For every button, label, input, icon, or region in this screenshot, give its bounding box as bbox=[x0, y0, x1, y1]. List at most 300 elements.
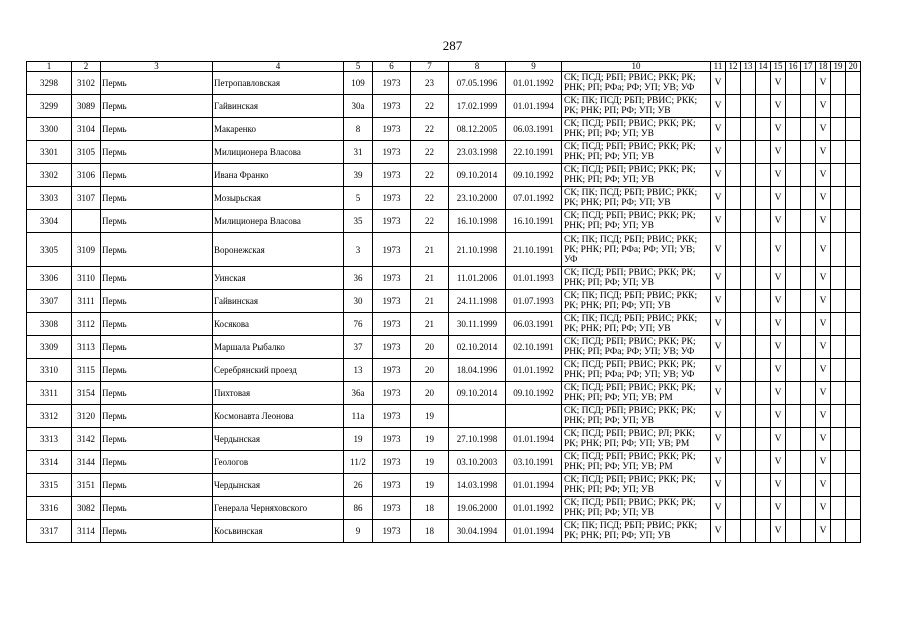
cell-col-7: 21 bbox=[411, 313, 449, 336]
cell-col-5: 36а bbox=[344, 382, 373, 405]
cell-col-4: Геологов bbox=[213, 451, 344, 474]
cell-mark-col-18: V bbox=[816, 497, 831, 520]
table-row bbox=[27, 141, 861, 164]
cell-col-1: 3314 bbox=[27, 451, 72, 474]
cell-col-6: 1973 bbox=[373, 497, 411, 520]
cell-mark-col-13 bbox=[741, 451, 756, 474]
cell-mark-col-15: V bbox=[771, 405, 786, 428]
cell-mark-col-20 bbox=[846, 187, 861, 210]
cell-mark-col-15: V bbox=[771, 382, 786, 405]
header-row bbox=[27, 62, 861, 72]
table-row bbox=[27, 118, 861, 141]
cell-col-6: 1973 bbox=[373, 451, 411, 474]
cell-col-4: Генерала Черняховского bbox=[213, 497, 344, 520]
cell-mark-col-18: V bbox=[816, 95, 831, 118]
cell-col-6: 1973 bbox=[373, 290, 411, 313]
cell-col-5: 39 bbox=[344, 164, 373, 187]
cell-mark-col-12 bbox=[726, 187, 741, 210]
column-header: 16 bbox=[786, 62, 801, 72]
cell-mark-col-12 bbox=[726, 233, 741, 267]
cell-mark-col-16 bbox=[786, 164, 801, 187]
cell-mark-col-12 bbox=[726, 267, 741, 290]
cell-mark-col-13 bbox=[741, 141, 756, 164]
cell-mark-col-17 bbox=[801, 290, 816, 313]
cell-col-9: 01.07.1993 bbox=[506, 290, 562, 313]
cell-col-7: 18 bbox=[411, 520, 449, 543]
cell-mark-col-14 bbox=[756, 141, 771, 164]
column-header: 13 bbox=[741, 62, 756, 72]
cell-col-7: 22 bbox=[411, 164, 449, 187]
cell-col-2: 3111 bbox=[72, 290, 101, 313]
cell-col-8 bbox=[449, 405, 506, 428]
cell-mark-col-19 bbox=[831, 520, 846, 543]
cell-col-5: 8 bbox=[344, 118, 373, 141]
cell-col-4: Косьвинская bbox=[213, 520, 344, 543]
cell-mark-col-13 bbox=[741, 405, 756, 428]
cell-mark-col-17 bbox=[801, 359, 816, 382]
cell-mark-col-15: V bbox=[771, 267, 786, 290]
column-header: 6 bbox=[373, 62, 411, 72]
cell-mark-col-13 bbox=[741, 267, 756, 290]
cell-mark-col-16 bbox=[786, 95, 801, 118]
column-header: 10 bbox=[562, 62, 711, 72]
cell-mark-col-14 bbox=[756, 95, 771, 118]
cell-col-4: Петропавловская bbox=[213, 72, 344, 95]
table-body bbox=[27, 62, 861, 543]
cell-col-5: 86 bbox=[344, 497, 373, 520]
cell-codes: СК; ПК; ПСД; РБП; РВИС; РКК; РК; РНК; РП; РФ; УП; УВ bbox=[562, 95, 711, 118]
cell-mark-col-16 bbox=[786, 210, 801, 233]
cell-mark-col-12 bbox=[726, 336, 741, 359]
cell-col-3: Пермь bbox=[101, 290, 213, 313]
cell-mark-col-20 bbox=[846, 290, 861, 313]
cell-col-5: 30а bbox=[344, 95, 373, 118]
cell-mark-col-11: V bbox=[711, 141, 726, 164]
cell-col-7: 20 bbox=[411, 336, 449, 359]
cell-mark-col-15: V bbox=[771, 428, 786, 451]
cell-mark-col-20 bbox=[846, 474, 861, 497]
cell-mark-col-20 bbox=[846, 451, 861, 474]
column-header: 2 bbox=[72, 62, 101, 72]
cell-mark-col-17 bbox=[801, 520, 816, 543]
cell-mark-col-12 bbox=[726, 118, 741, 141]
cell-col-9: 09.10.1992 bbox=[506, 382, 562, 405]
cell-col-3: Пермь bbox=[101, 428, 213, 451]
cell-mark-col-14 bbox=[756, 233, 771, 267]
cell-mark-col-11: V bbox=[711, 118, 726, 141]
cell-mark-col-18: V bbox=[816, 428, 831, 451]
cell-mark-col-17 bbox=[801, 313, 816, 336]
cell-mark-col-14 bbox=[756, 164, 771, 187]
cell-col-7: 19 bbox=[411, 428, 449, 451]
cell-col-2: 3104 bbox=[72, 118, 101, 141]
cell-col-1: 3300 bbox=[27, 118, 72, 141]
cell-mark-col-16 bbox=[786, 290, 801, 313]
cell-col-9 bbox=[506, 405, 562, 428]
cell-col-6: 1973 bbox=[373, 267, 411, 290]
table-row bbox=[27, 451, 861, 474]
cell-mark-col-14 bbox=[756, 382, 771, 405]
cell-mark-col-14 bbox=[756, 520, 771, 543]
cell-mark-col-14 bbox=[756, 267, 771, 290]
cell-col-3: Пермь bbox=[101, 72, 213, 95]
cell-codes: СК; ПСД; РБП; РВИС; РКК; РК; РНК; РП; РФ; УП; УВ bbox=[562, 141, 711, 164]
cell-mark-col-12 bbox=[726, 210, 741, 233]
cell-mark-col-18: V bbox=[816, 164, 831, 187]
cell-col-2: 3109 bbox=[72, 233, 101, 267]
cell-col-5: 31 bbox=[344, 141, 373, 164]
cell-codes: СК; ПК; ПСД; РБП; РВИС; РКК; РК; РНК; РП; РФ; УП; УВ bbox=[562, 187, 711, 210]
cell-mark-col-16 bbox=[786, 405, 801, 428]
cell-mark-col-12 bbox=[726, 405, 741, 428]
cell-codes: СК; ПСД; РБП; РВИС; РКК; РК; РНК; РП; РФа; РФ; УП; УВ; УФ bbox=[562, 359, 711, 382]
table-row bbox=[27, 359, 861, 382]
cell-col-1: 3311 bbox=[27, 382, 72, 405]
cell-col-3: Пермь bbox=[101, 497, 213, 520]
cell-col-2: 3102 bbox=[72, 72, 101, 95]
cell-col-3: Пермь bbox=[101, 233, 213, 267]
cell-col-3: Пермь bbox=[101, 382, 213, 405]
cell-col-4: Воронежская bbox=[213, 233, 344, 267]
cell-mark-col-20 bbox=[846, 72, 861, 95]
cell-mark-col-20 bbox=[846, 313, 861, 336]
cell-mark-col-13 bbox=[741, 290, 756, 313]
cell-codes: СК; ПСД; РБП; РВИС; РКК; РК; РНК; РП; РФ; УП; УВ; РМ bbox=[562, 382, 711, 405]
cell-mark-col-15: V bbox=[771, 72, 786, 95]
cell-mark-col-16 bbox=[786, 474, 801, 497]
column-header: 11 bbox=[711, 62, 726, 72]
cell-mark-col-20 bbox=[846, 233, 861, 267]
cell-mark-col-17 bbox=[801, 451, 816, 474]
cell-col-6: 1973 bbox=[373, 428, 411, 451]
cell-codes: СК; ПСД; РБП; РВИС; РЛ; РКК; РК; РНК; РП; РФ; УП; УВ; РМ bbox=[562, 428, 711, 451]
cell-col-7: 22 bbox=[411, 187, 449, 210]
cell-col-2: 3151 bbox=[72, 474, 101, 497]
cell-mark-col-13 bbox=[741, 359, 756, 382]
cell-col-6: 1973 bbox=[373, 95, 411, 118]
cell-mark-col-11: V bbox=[711, 313, 726, 336]
cell-col-9: 03.10.1991 bbox=[506, 451, 562, 474]
cell-mark-col-11: V bbox=[711, 233, 726, 267]
column-header: 20 bbox=[846, 62, 861, 72]
cell-col-4: Чердынская bbox=[213, 428, 344, 451]
cell-col-9: 09.10.1992 bbox=[506, 164, 562, 187]
cell-mark-col-19 bbox=[831, 95, 846, 118]
cell-col-6: 1973 bbox=[373, 336, 411, 359]
cell-codes: СК; ПСД; РБП; РВИС; РКК; РК; РНК; РП; РФ; УП; УВ bbox=[562, 210, 711, 233]
cell-mark-col-17 bbox=[801, 382, 816, 405]
cell-col-5: 37 bbox=[344, 336, 373, 359]
column-header: 17 bbox=[801, 62, 816, 72]
cell-col-4: Уинская bbox=[213, 267, 344, 290]
cell-mark-col-12 bbox=[726, 313, 741, 336]
cell-mark-col-17 bbox=[801, 474, 816, 497]
cell-mark-col-14 bbox=[756, 474, 771, 497]
cell-col-4: Пихтовая bbox=[213, 382, 344, 405]
cell-mark-col-13 bbox=[741, 474, 756, 497]
cell-col-8: 16.10.1998 bbox=[449, 210, 506, 233]
cell-col-3: Пермь bbox=[101, 474, 213, 497]
cell-mark-col-15: V bbox=[771, 474, 786, 497]
cell-col-4: Серебрянский проезд bbox=[213, 359, 344, 382]
cell-col-3: Пермь bbox=[101, 405, 213, 428]
cell-mark-col-13 bbox=[741, 95, 756, 118]
cell-mark-col-13 bbox=[741, 428, 756, 451]
cell-mark-col-18: V bbox=[816, 451, 831, 474]
column-header: 18 bbox=[816, 62, 831, 72]
cell-col-3: Пермь bbox=[101, 118, 213, 141]
cell-mark-col-13 bbox=[741, 210, 756, 233]
cell-mark-col-16 bbox=[786, 118, 801, 141]
cell-col-4: Гайвинская bbox=[213, 290, 344, 313]
cell-col-6: 1973 bbox=[373, 210, 411, 233]
cell-col-8: 19.06.2000 bbox=[449, 497, 506, 520]
cell-mark-col-19 bbox=[831, 72, 846, 95]
cell-mark-col-13 bbox=[741, 187, 756, 210]
cell-mark-col-14 bbox=[756, 428, 771, 451]
cell-col-1: 3304 bbox=[27, 210, 72, 233]
cell-col-1: 3310 bbox=[27, 359, 72, 382]
cell-mark-col-13 bbox=[741, 164, 756, 187]
column-header: 1 bbox=[27, 62, 72, 72]
cell-mark-col-16 bbox=[786, 520, 801, 543]
cell-mark-col-16 bbox=[786, 72, 801, 95]
cell-col-5: 36 bbox=[344, 267, 373, 290]
cell-mark-col-15: V bbox=[771, 141, 786, 164]
cell-mark-col-20 bbox=[846, 405, 861, 428]
cell-mark-col-13 bbox=[741, 520, 756, 543]
cell-mark-col-12 bbox=[726, 141, 741, 164]
cell-mark-col-18: V bbox=[816, 187, 831, 210]
cell-mark-col-16 bbox=[786, 428, 801, 451]
cell-mark-col-11: V bbox=[711, 210, 726, 233]
cell-col-2: 3114 bbox=[72, 520, 101, 543]
cell-codes: СК; ПСД; РБП; РВИС; РКК; РК; РНК; РП; РФ; УП; УВ bbox=[562, 118, 711, 141]
cell-col-3: Пермь bbox=[101, 359, 213, 382]
cell-col-5: 19 bbox=[344, 428, 373, 451]
cell-mark-col-19 bbox=[831, 118, 846, 141]
cell-codes: СК; ПСД; РБП; РВИС; РКК; РК; РНК; РП; РФа; РФ; УП; УВ; УФ bbox=[562, 72, 711, 95]
cell-mark-col-11: V bbox=[711, 405, 726, 428]
cell-mark-col-20 bbox=[846, 497, 861, 520]
cell-col-2: 3082 bbox=[72, 497, 101, 520]
cell-col-7: 22 bbox=[411, 210, 449, 233]
cell-mark-col-17 bbox=[801, 405, 816, 428]
cell-codes: СК; ПСД; РБП; РВИС; РКК; РК; РНК; РП; РФ; УП; УВ bbox=[562, 267, 711, 290]
cell-mark-col-19 bbox=[831, 313, 846, 336]
cell-col-6: 1973 bbox=[373, 141, 411, 164]
cell-mark-col-17 bbox=[801, 428, 816, 451]
cell-mark-col-19 bbox=[831, 474, 846, 497]
cell-mark-col-17 bbox=[801, 233, 816, 267]
cell-mark-col-12 bbox=[726, 290, 741, 313]
cell-codes: СК; ПК; ПСД; РБП; РВИС; РКК; РК; РНК; РП; РФ; УП; УВ bbox=[562, 290, 711, 313]
cell-col-9: 01.01.1994 bbox=[506, 428, 562, 451]
cell-col-8: 14.03.1998 bbox=[449, 474, 506, 497]
cell-mark-col-19 bbox=[831, 233, 846, 267]
cell-mark-col-15: V bbox=[771, 164, 786, 187]
cell-col-1: 3308 bbox=[27, 313, 72, 336]
cell-mark-col-15: V bbox=[771, 210, 786, 233]
cell-col-8: 30.04.1994 bbox=[449, 520, 506, 543]
column-header: 5 bbox=[344, 62, 373, 72]
cell-mark-col-12 bbox=[726, 164, 741, 187]
cell-col-8: 09.10.2014 bbox=[449, 164, 506, 187]
cell-mark-col-17 bbox=[801, 497, 816, 520]
cell-mark-col-13 bbox=[741, 118, 756, 141]
cell-col-2: 3105 bbox=[72, 141, 101, 164]
cell-col-5: 30 bbox=[344, 290, 373, 313]
cell-mark-col-20 bbox=[846, 428, 861, 451]
cell-col-4: Косякова bbox=[213, 313, 344, 336]
cell-mark-col-17 bbox=[801, 95, 816, 118]
cell-mark-col-15: V bbox=[771, 359, 786, 382]
cell-codes: СК; ПК; ПСД; РБП; РВИС; РКК; РК; РНК; РП; РФ; УП; УВ bbox=[562, 520, 711, 543]
cell-col-6: 1973 bbox=[373, 405, 411, 428]
cell-mark-col-11: V bbox=[711, 497, 726, 520]
cell-col-8: 02.10.2014 bbox=[449, 336, 506, 359]
cell-col-3: Пермь bbox=[101, 210, 213, 233]
cell-mark-col-17 bbox=[801, 336, 816, 359]
cell-col-4: Гайвинская bbox=[213, 95, 344, 118]
cell-col-9: 01.01.1994 bbox=[506, 520, 562, 543]
cell-mark-col-20 bbox=[846, 267, 861, 290]
cell-col-7: 22 bbox=[411, 141, 449, 164]
cell-col-2: 3112 bbox=[72, 313, 101, 336]
table-row bbox=[27, 72, 861, 95]
cell-mark-col-18: V bbox=[816, 210, 831, 233]
cell-mark-col-19 bbox=[831, 187, 846, 210]
cell-col-3: Пермь bbox=[101, 520, 213, 543]
cell-col-1: 3313 bbox=[27, 428, 72, 451]
column-header: 15 bbox=[771, 62, 786, 72]
cell-mark-col-15: V bbox=[771, 187, 786, 210]
cell-mark-col-15: V bbox=[771, 520, 786, 543]
cell-col-7: 20 bbox=[411, 359, 449, 382]
cell-col-4: Маршала Рыбалко bbox=[213, 336, 344, 359]
cell-col-6: 1973 bbox=[373, 474, 411, 497]
cell-mark-col-20 bbox=[846, 382, 861, 405]
cell-col-8: 30.11.1999 bbox=[449, 313, 506, 336]
cell-mark-col-17 bbox=[801, 72, 816, 95]
column-header: 9 bbox=[506, 62, 562, 72]
table-row bbox=[27, 313, 861, 336]
cell-mark-col-11: V bbox=[711, 359, 726, 382]
cell-mark-col-12 bbox=[726, 428, 741, 451]
cell-mark-col-20 bbox=[846, 164, 861, 187]
cell-col-3: Пермь bbox=[101, 313, 213, 336]
cell-mark-col-12 bbox=[726, 497, 741, 520]
cell-mark-col-18: V bbox=[816, 313, 831, 336]
cell-mark-col-14 bbox=[756, 210, 771, 233]
cell-mark-col-15: V bbox=[771, 233, 786, 267]
cell-mark-col-14 bbox=[756, 336, 771, 359]
cell-col-1: 3303 bbox=[27, 187, 72, 210]
cell-col-6: 1973 bbox=[373, 233, 411, 267]
cell-mark-col-17 bbox=[801, 187, 816, 210]
cell-mark-col-18: V bbox=[816, 267, 831, 290]
cell-col-6: 1973 bbox=[373, 520, 411, 543]
cell-col-3: Пермь bbox=[101, 187, 213, 210]
cell-mark-col-20 bbox=[846, 141, 861, 164]
cell-col-5: 5 bbox=[344, 187, 373, 210]
cell-codes: СК; ПК; ПСД; РБП; РВИС; РКК; РК; РНК; РП; РФ; УП; УВ bbox=[562, 313, 711, 336]
cell-mark-col-20 bbox=[846, 118, 861, 141]
cell-mark-col-18: V bbox=[816, 520, 831, 543]
cell-mark-col-15: V bbox=[771, 290, 786, 313]
table-row bbox=[27, 336, 861, 359]
cell-col-4: Милиционера Власова bbox=[213, 141, 344, 164]
column-header: 19 bbox=[831, 62, 846, 72]
cell-mark-col-20 bbox=[846, 520, 861, 543]
cell-mark-col-18: V bbox=[816, 359, 831, 382]
cell-mark-col-17 bbox=[801, 141, 816, 164]
cell-col-4: Милиционера Власова bbox=[213, 210, 344, 233]
cell-col-2: 3113 bbox=[72, 336, 101, 359]
cell-col-5: 11а bbox=[344, 405, 373, 428]
cell-mark-col-14 bbox=[756, 313, 771, 336]
cell-mark-col-11: V bbox=[711, 72, 726, 95]
cell-col-7: 23 bbox=[411, 72, 449, 95]
cell-mark-col-12 bbox=[726, 359, 741, 382]
cell-codes: СК; ПСД; РБП; РВИС; РКК; РК; РНК; РП; РФ; УП; УВ bbox=[562, 164, 711, 187]
cell-mark-col-17 bbox=[801, 267, 816, 290]
cell-mark-col-11: V bbox=[711, 474, 726, 497]
table-row bbox=[27, 405, 861, 428]
table-row bbox=[27, 290, 861, 313]
cell-mark-col-13 bbox=[741, 233, 756, 267]
cell-mark-col-13 bbox=[741, 382, 756, 405]
cell-col-8: 11.01.2006 bbox=[449, 267, 506, 290]
cell-col-1: 3302 bbox=[27, 164, 72, 187]
table-row bbox=[27, 474, 861, 497]
cell-col-7: 21 bbox=[411, 233, 449, 267]
cell-col-8: 08.12.2005 bbox=[449, 118, 506, 141]
cell-col-8: 07.05.1996 bbox=[449, 72, 506, 95]
cell-mark-col-19 bbox=[831, 210, 846, 233]
cell-mark-col-19 bbox=[831, 382, 846, 405]
cell-mark-col-14 bbox=[756, 118, 771, 141]
cell-mark-col-12 bbox=[726, 382, 741, 405]
cell-mark-col-16 bbox=[786, 313, 801, 336]
cell-mark-col-15: V bbox=[771, 497, 786, 520]
cell-mark-col-16 bbox=[786, 336, 801, 359]
cell-col-1: 3309 bbox=[27, 336, 72, 359]
cell-mark-col-16 bbox=[786, 382, 801, 405]
cell-mark-col-18: V bbox=[816, 290, 831, 313]
column-header: 4 bbox=[213, 62, 344, 72]
cell-col-6: 1973 bbox=[373, 382, 411, 405]
cell-col-1: 3312 bbox=[27, 405, 72, 428]
cell-col-2: 3144 bbox=[72, 451, 101, 474]
cell-mark-col-19 bbox=[831, 451, 846, 474]
cell-mark-col-12 bbox=[726, 474, 741, 497]
cell-codes: СК; ПСД; РБП; РВИС; РКК; РК; РНК; РП; РФа; РФ; УП; УВ; УФ bbox=[562, 336, 711, 359]
cell-col-7: 21 bbox=[411, 290, 449, 313]
cell-mark-col-19 bbox=[831, 267, 846, 290]
cell-mark-col-11: V bbox=[711, 451, 726, 474]
cell-col-2: 3107 bbox=[72, 187, 101, 210]
table-row bbox=[27, 164, 861, 187]
cell-col-2: 3110 bbox=[72, 267, 101, 290]
cell-col-2: 3142 bbox=[72, 428, 101, 451]
cell-col-2: 3120 bbox=[72, 405, 101, 428]
cell-col-7: 19 bbox=[411, 474, 449, 497]
cell-col-4: Ивана Франко bbox=[213, 164, 344, 187]
cell-mark-col-11: V bbox=[711, 267, 726, 290]
cell-col-4: Чердынская bbox=[213, 474, 344, 497]
cell-col-1: 3301 bbox=[27, 141, 72, 164]
